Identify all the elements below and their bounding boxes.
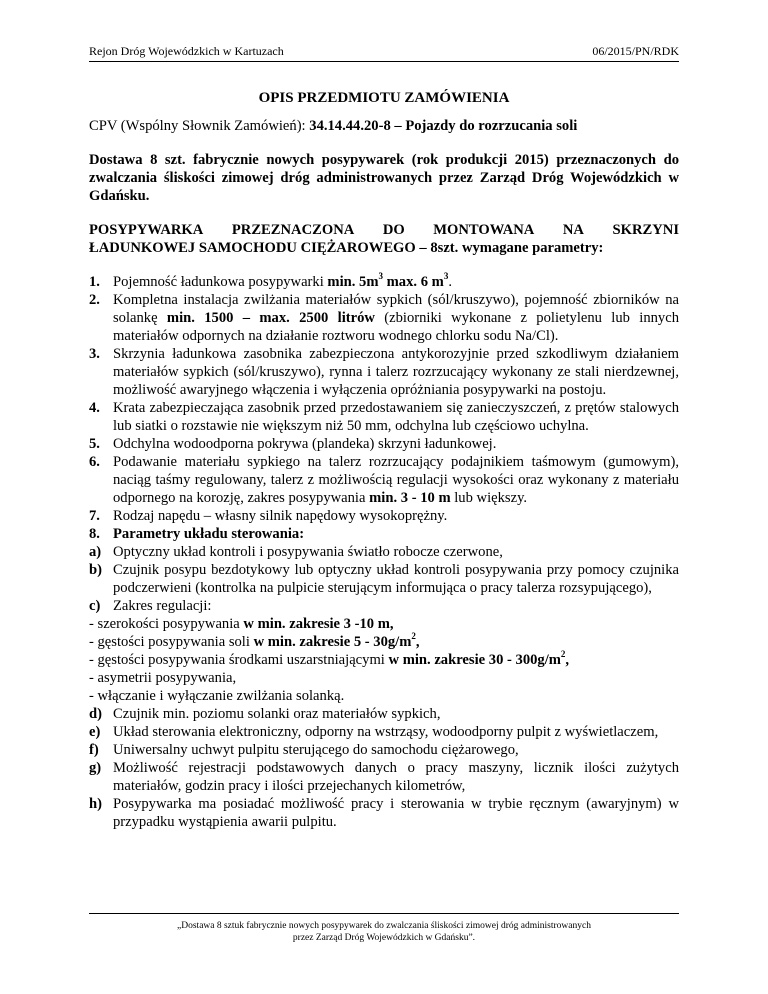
item-text-bold: min. 1500 – max. 2500 litrów bbox=[166, 310, 375, 326]
item-number: 7. bbox=[89, 508, 100, 524]
item-letter: h) bbox=[89, 796, 102, 812]
item-text: Krata zabezpieczająca zasobnik przed przedostawaniem się zanieczyszczeń, z prętów stalowych lub siatki o rozstawie nie większym niż 50 mm, odchylna lub częściowo uchylna. bbox=[113, 400, 679, 434]
item-text-bold: min. 3 - 10 m bbox=[369, 490, 451, 506]
list-item bbox=[89, 435, 679, 453]
item-text: Rodzaj napędu – własny silnik napędowy wysokoprężny. bbox=[113, 508, 448, 524]
list-item bbox=[89, 561, 679, 597]
item-text-bold: w min. zakresie 30 - 300g/m bbox=[388, 652, 561, 668]
item-text: (zbiorniki wykonane z polietylenu lub innych materiałów odpornych na działanie roztworu wodnego chlorku sodu Na/Cl). bbox=[113, 310, 679, 344]
list-item bbox=[89, 723, 679, 741]
page-header bbox=[89, 44, 679, 62]
item-text: - szerokości posypywania bbox=[89, 616, 244, 632]
item-text: - gęstości posypywania środkami uszarstniającymi bbox=[89, 652, 389, 668]
list-item bbox=[89, 597, 679, 615]
list-item bbox=[89, 759, 679, 795]
item-letter: c) bbox=[89, 598, 101, 614]
list-item bbox=[89, 525, 679, 543]
item-text: Uniwersalny uchwyt pulpitu sterującego do samochodu ciężarowego, bbox=[113, 742, 519, 758]
list-item bbox=[89, 291, 679, 345]
dash-item: - włączanie i wyłączanie zwilżania solanką. bbox=[89, 688, 345, 704]
dash-item bbox=[89, 633, 679, 651]
item-text: Czujnik posypu bezdotykowy lub optyczny układ kontroli posypywania przy pomocy czujnika podczerwieni (kontrolka na pulpicie sterującym informująca o pracy talerza rozsypującego), bbox=[113, 562, 679, 596]
heading-word: PRZEZNACZONA bbox=[231, 222, 355, 238]
list-item bbox=[89, 543, 679, 561]
header-office-name: Rejon Dróg Wojewódzkich w Kartuzach bbox=[89, 44, 284, 58]
item-text: - gęstości posypywania soli bbox=[89, 634, 254, 650]
item-text: lub większy. bbox=[450, 490, 528, 506]
item-text: Układ sterowania elektroniczny, odporny na wstrząsy, wodoodporny pulpit z wyświetlaczem, bbox=[113, 724, 659, 740]
item-number: 3. bbox=[89, 346, 100, 362]
header-reference-number: 06/2015/PN/RDK bbox=[592, 44, 679, 58]
item-number: 4. bbox=[89, 400, 100, 416]
item-letter: f) bbox=[89, 742, 99, 758]
item-letter: a) bbox=[89, 544, 102, 560]
heading-word: MONTOWANA bbox=[433, 222, 535, 238]
cpv-prefix: CPV (Wspólny Słownik Zamówień): bbox=[89, 118, 310, 134]
heading-word: NA bbox=[562, 222, 584, 238]
footer-line: „Dostawa 8 sztuk fabrycznie nowych posypywarek do zwalczania śliskości zimowej dróg administrowanych bbox=[177, 921, 591, 931]
list-item bbox=[89, 399, 679, 435]
list-item bbox=[89, 273, 679, 291]
footer-line: przez Zarząd Dróg Wojewódzkich w Gdańsku”. bbox=[292, 933, 476, 943]
item-text-bold: w min. zakresie 3 -10 m, bbox=[243, 616, 394, 632]
page-footer bbox=[89, 913, 679, 944]
item-text-bold: , bbox=[415, 634, 420, 650]
item-text-bold: Parametry układu sterowania: bbox=[113, 526, 305, 542]
item-text: Optyczny układ kontroli i posypywania światło robocze czerwone, bbox=[113, 544, 503, 560]
section-heading bbox=[89, 221, 679, 257]
item-number: 2. bbox=[89, 292, 100, 308]
item-text-bold: min. 5m bbox=[327, 274, 379, 290]
superscript: 2 bbox=[411, 631, 416, 642]
dash-item bbox=[89, 615, 679, 633]
document-title: OPIS PRZEDMIOTU ZAMÓWIENIA bbox=[258, 90, 510, 106]
item-number: 8. bbox=[89, 526, 100, 542]
dash-item bbox=[89, 651, 679, 669]
section-heading-line-1 bbox=[89, 221, 679, 239]
item-text: Pojemność ładunkowa posypywarki bbox=[113, 274, 328, 290]
item-letter: g) bbox=[89, 760, 102, 776]
item-text: Kompletna instalacja zwilżania materiałów sypkich (sól/kruszywo), pojemność zbiorników na solankę bbox=[113, 292, 679, 326]
heading-word: POSYPYWARKA bbox=[89, 222, 204, 238]
item-number: 5. bbox=[89, 436, 100, 452]
superscript: 3 bbox=[378, 271, 383, 282]
list-item bbox=[89, 453, 679, 507]
document-body bbox=[89, 117, 679, 831]
item-text: Odchylna wodoodporna pokrywa (plandeka) skrzyni ładunkowej. bbox=[113, 436, 497, 452]
item-text-bold: w min. zakresie 5 - 30g/m bbox=[253, 634, 412, 650]
item-text: Czujnik min. poziomu solanki oraz materiałów sypkich, bbox=[113, 706, 441, 722]
list-item bbox=[89, 795, 679, 831]
heading-word: SKRZYNI bbox=[612, 222, 679, 238]
item-letter: b) bbox=[89, 562, 102, 578]
item-text-bold: max. 6 m bbox=[383, 274, 444, 290]
superscript: 3 bbox=[443, 271, 449, 282]
item-text: . bbox=[448, 274, 452, 290]
item-text-bold: , bbox=[565, 652, 570, 668]
cpv-code: 34.14.44.20-8 – Pojazdy do rozrzucania soli bbox=[309, 118, 578, 134]
item-text: Skrzynia ładunkowa zasobnika zabezpieczona antykorozyjnie przed szkodliwym działaniem materiałów sypkich (sól/kruszywo), rynna i talerz rozrzucający wykonany ze stali nierdzewnej, możliwość awaryjnego włączenia i wyłączenia opróżniania posypywarki na postoju. bbox=[113, 346, 679, 398]
item-text: Posypywarka ma posiadać możliwość pracy i sterowania w trybie ręcznym (awaryjnym) w przypadku wystąpienia awarii pulpitu. bbox=[113, 796, 679, 830]
item-text: Możliwość rejestracji podstawowych danych o pracy maszyny, licznik ilości zużytych materiałów, godzin pracy i ilości przejechanych kilometrów, bbox=[113, 760, 679, 794]
list-item bbox=[89, 705, 679, 723]
item-text: Podawanie materiału sypkiego na talerz rozrzucający podajnikiem taśmowym (gumowym), naciąg taśmy regulowany, talerz z możliwością regulacji wysokości oraz wykonany z materiału odpornego na korozję, zakres posypywania bbox=[113, 454, 679, 506]
cpv-line bbox=[89, 117, 679, 135]
list-item bbox=[89, 345, 679, 399]
item-number: 6. bbox=[89, 454, 100, 470]
item-letter: e) bbox=[89, 724, 101, 740]
heading-word: DO bbox=[382, 222, 405, 238]
dash-item: - asymetrii posypywania, bbox=[89, 670, 237, 686]
item-number: 1. bbox=[89, 274, 100, 290]
intro-paragraph: Dostawa 8 szt. fabrycznie nowych posypywarek (rok produkcji 2015) przeznaczonych do zwalczania śliskości zimowej dróg administrowanych przez Zarząd Dróg Wojewódzkich w Gdańsku. bbox=[89, 152, 679, 204]
item-text: Zakres regulacji: bbox=[113, 598, 212, 614]
superscript: 2 bbox=[560, 649, 566, 660]
list-item bbox=[89, 507, 679, 525]
item-letter: d) bbox=[89, 706, 102, 722]
section-heading-line-2: ŁADUNKOWEJ SAMOCHODU CIĘŻAROWEGO – 8szt. wymagane parametry: bbox=[89, 240, 604, 256]
list-item bbox=[89, 741, 679, 759]
